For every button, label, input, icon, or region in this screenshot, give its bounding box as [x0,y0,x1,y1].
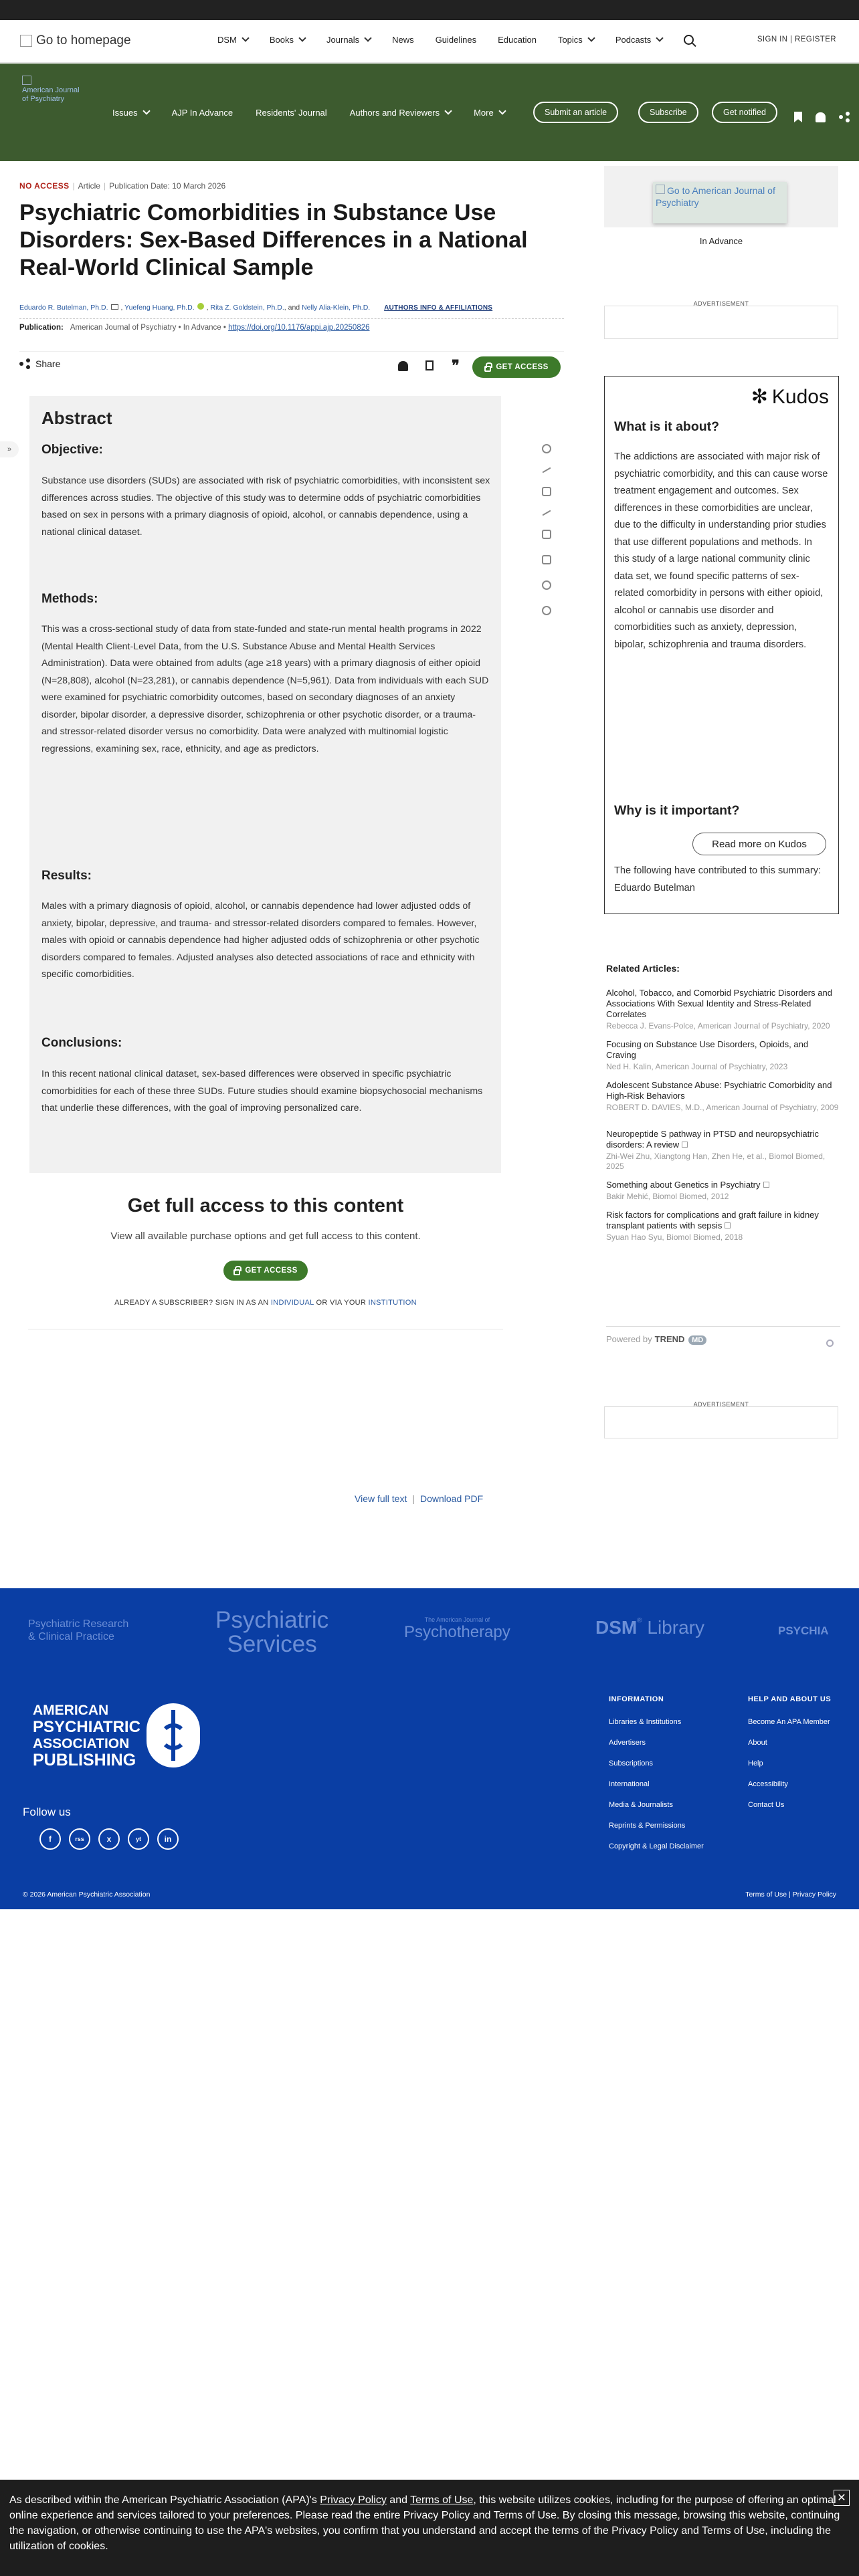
legal-links: Terms of Use | Privacy Policy [745,1891,836,1899]
settings-icon[interactable] [826,1339,834,1347]
cite-icon[interactable]: ❞ [452,357,460,374]
journal-cover-box [604,166,838,227]
abstract-section [29,396,501,1173]
objective-heading: Objective: [41,443,103,457]
footer-information: INFORMATION Libraries & Institutions Advertisers Subscriptions International Media & Journalists Reprints & Permissions Copyright & Legal Disclaimer [609,1695,704,1850]
lock-icon [484,366,491,372]
conclusions-heading: Conclusions: [41,1036,122,1050]
article-tools [539,444,554,631]
menu-residents-journal[interactable]: Residents' Journal [256,108,327,118]
related-articles [606,963,840,1251]
get-access-button[interactable]: GET ACCESS [472,356,561,378]
bookmark-icon[interactable] [425,360,434,370]
journal-logo-link[interactable]: Psychiatric Research & Clinical Practice [28,1618,129,1642]
main-menu [217,35,694,45]
footer-link[interactable]: Help [748,1759,763,1767]
menu-books[interactable]: Books [270,35,305,45]
get-access-button[interactable]: GET ACCESS [223,1261,308,1281]
results-heading: Results: [41,869,92,883]
x-icon[interactable]: x [98,1828,120,1850]
methods-heading: Methods: [41,592,98,606]
kudos-box [604,376,839,914]
link-icon[interactable] [542,510,551,516]
menu-ajp-in-advance[interactable]: AJP In Advance [171,108,233,118]
external-link-icon [725,1222,731,1228]
broken-image-icon [656,185,665,194]
divider [19,318,564,319]
menu-podcasts[interactable]: Podcasts [615,35,662,45]
footer-link[interactable]: International [609,1780,650,1788]
search-icon[interactable] [684,35,694,45]
list-item[interactable]: Alcohol, Tobacco, and Comorbid Psychiatric Disorders and Associations With Sexual Identity and Stress-Related Correlates Rebecca J. Evans-Polce, American Journal of Psychiatry, 2020 [606,988,832,1031]
list-item[interactable]: Risk factors for complications and graft failure in kidney transplant patients with sepsis Syuan Hao Syu, Biomol Biomed, 2018 [606,1210,819,1242]
article-type: Article [78,181,100,191]
subscribe-button[interactable]: Subscribe [638,102,698,123]
footer-link[interactable]: About [748,1739,767,1747]
kudos-star-icon: ✻ [751,386,768,408]
kudos-what-text: The addictions are associated with major risk of psychiatric comorbidity, and this can cause worse treatment engagement and outcomes. Sex differences in these comorbidities are unclear, due to the difficulty in understanding prior studies that use different populations and methods. In this study of a large national community clinic data set, we found specific patterns of sex-related comorbidity in persons with either opioid, alcohol or cannabis use disorder and comorbidities such as anxiety, depression, bipolar, schizophrenia and trauma disorders. [614,451,828,650]
journal-logo-link[interactable]: PSYCHIA [778,1624,829,1637]
view-links: View full text | Download PDF [355,1493,484,1504]
top-strip [0,0,859,20]
author-list: Eduardo R. Butelman, Ph.D. , Yuefeng Huang, Ph.D. , Rita Z. Goldstein, Ph.D., and Nelly Alia-Klein, Ph.D. AUTHORS INFO & AFFILIATIONS [19,304,493,312]
footer-help: HELP AND ABOUT US Become An APA Member About Help Accessibility Contact Us [748,1695,832,1809]
view-full-text-link[interactable]: View full text [355,1493,407,1504]
read-more-kudos-button[interactable]: Read more on Kudos [692,833,826,855]
abstract-heading: Abstract [41,408,112,428]
results-text: Males with a primary diagnosis of opioid, alcohol, or cannabis dependence had lower adjusted odds of anxiety, bipolar, depressive, and trauma- and stressor-related disorders compared to females. However, males with opioid or cannabis dependence had higher adjusted odds of schizophrenia or other psychotic disorders compared to females. Adjusted analyses also detected associations of race and ethnicity with specific comorbidities. [41,901,480,980]
menu-issues[interactable]: Issues [112,108,149,118]
expand-sidebar-icon[interactable]: » [0,441,19,457]
facebook-icon[interactable]: f [39,1828,61,1850]
publication-date: Publication Date: 10 March 2026 [109,181,226,191]
conclusions-text: In this recent national clinical dataset, sex-based differences were observed in specific psychiatric comorbidities for each of these three SUDs. Future studies should examine biopsychosocial mechanisms that underlie these differences, with the goal of improving personalized care. [41,1069,483,1113]
list-item[interactable]: Neuropeptide S pathway in PTSD and neuropsychiatric disorders: A review Zhi-Wei Zhu, Xiangtong Han, Zhen He, et al., Biomol Biomed, 2025 [606,1129,826,1171]
share-row [19,351,564,374]
share-icon [19,358,30,369]
site-footer [0,1588,859,1909]
list-item[interactable]: Adolescent Substance Abuse: Psychiatric Comorbidity and High-Risk Behaviors ROBERT D. DAVIES, M.D., American Journal of Psychiatry, 2009 [606,1080,839,1112]
apa-emblem-icon [147,1703,200,1767]
social-links [39,1828,179,1850]
external-link-icon [682,1142,688,1148]
linkedin-icon[interactable]: in [157,1828,179,1850]
trendmd-credit[interactable]: Powered by TREND MD [606,1334,706,1345]
journal-cover-link[interactable]: Go to American Journal of Psychiatry [653,182,787,223]
institution-signin-link[interactable]: INSTITUTION [368,1299,417,1307]
author-link[interactable]: Eduardo R. Butelman, Ph.D. [19,304,108,312]
ad-slot [604,1406,838,1438]
menu-news[interactable]: News [392,35,414,45]
individual-signin-link[interactable]: INDIVIDUAL [270,1299,314,1307]
get-notified-button[interactable]: Get notified [712,102,777,123]
journal-logo[interactable]: American Journal of Psychiatry [22,76,80,148]
footer-link[interactable]: Become An APA Member [748,1718,830,1726]
journal-menu [112,108,505,118]
figures-icon[interactable] [542,555,551,564]
kudos-logo: ✻ Kudos [751,386,829,408]
apa-publishing-logo[interactable]: AMERICAN PSYCHIATRIC ASSOCIATION PUBLISHING [33,1703,140,1769]
journal-logo-link[interactable]: The American Journal of Psychotherapy [404,1616,510,1641]
cookie-banner: As described within the American Psychiatric Association (APA)'s Privacy Policy and Terms of Use, this website utilizes cookies, including for the purpose of offering an optimal online experience and services tailored to your preferences. Please read the entire Privacy Policy and Terms of Use. By closing this message, browsing this website, continuing the navigation, or otherwise continuing to use the APA's websites, you confirm that you understand and accept the terms of the Privacy Policy and Terms of Use, including the utilization of cookies. [0,2480,859,2576]
download-pdf-link[interactable]: Download PDF [419,1493,484,1504]
author-link[interactable]: Yuefeng Huang, Ph.D. [124,304,195,312]
bell-icon[interactable] [816,112,826,122]
doi-link[interactable]: https://doi.org/10.1176/appi.ajp.20250826 [228,324,370,332]
full-access-title: Get full access to this content [127,1195,404,1216]
kudos-why-heading: Why is it important? [614,803,740,818]
follow-us-label: Follow us [23,1806,71,1818]
submit-article-button[interactable]: Submit an article [533,102,618,123]
metrics-icon[interactable] [542,467,551,473]
copyright: © 2026 American Psychiatric Association [23,1891,151,1899]
menu-more[interactable]: More [474,108,505,118]
article-title: Psychiatric Comorbidities in Substance Use Disorders: Sex-Based Differences in a National Real-World Clinical Sample [19,200,528,280]
registered-icon: ® [637,1617,642,1624]
ad-slot [604,306,838,339]
info-icon[interactable] [542,444,551,453]
menu-topics[interactable]: Topics [558,35,594,45]
privacy-policy-link[interactable]: Privacy Policy [320,2494,387,2506]
terms-link[interactable]: Terms of Use [745,1891,787,1899]
broken-image-icon [22,76,31,85]
footer-link[interactable]: Contact Us [748,1801,785,1809]
terms-of-use-link[interactable]: Terms of Use [410,2494,474,2506]
close-cookie-button[interactable]: ✕ [834,2490,850,2506]
journal-logo-link[interactable]: DSM® Library [595,1617,704,1638]
serpent-icon [160,1723,187,1750]
kudos-contributors: The following have contributed to this summary: Eduardo Butelman [614,865,822,893]
signin-register-link[interactable]: SIGN IN | REGISTER [757,35,836,43]
share-button[interactable]: Share [19,358,60,369]
menu-education[interactable]: Education [498,35,537,45]
menu-authors-reviewers[interactable]: Authors and Reviewers [350,108,451,118]
lock-icon [233,1269,240,1275]
citation-icon[interactable] [542,580,551,590]
author-link[interactable]: Nelly Alia-Klein, Ph.D. [302,304,371,312]
footer-link[interactable]: Reprints & Permissions [609,1822,686,1830]
methods-text: This was a cross-sectional study of data from state-funded and state-run mental health programs in 2022 (Mental Health Client-Level Data, from the U.S. Substance Abuse and Mental Health Services Administration). Data were obtained from adults (age ≥18 years) with a primary diagnosis of either opioid (N=28,808), alcohol (N=23,281), or cannabis dependence (N=5,961). Data from individuals with each SUD were examined for psychiatric comorbidity outcomes, based on secondary diagnoses of an anxiety disorder, bipolar disorder, a depressive disorder, schizophrenia or other psychotic disorder, or a trauma- and stressor-related disorder versus no comorbidity. Data were analyzed with multinomial logistic regressions, examining sex, race, ethnicity, and age as predictors. [41,624,489,754]
orcid-icon[interactable] [197,303,204,310]
objective-text: Substance use disorders (SUDs) are associated with risk of psychiatric comorbidities, with inconsistent sex differences across studies. The objective of this study was to determine odds of psychiatric comorbidities based on sex in persons with a primary diagnosis of opioid, alcohol, or cannabis dependence, using a national clinical dataset. [41,475,490,538]
privacy-link[interactable]: Privacy Policy [792,1891,836,1899]
publication-row: Publication: American Journal of Psychiatry • In Advance • https://doi.org/10.1176/appi.ajp.20250826 [19,324,370,332]
footer-link[interactable]: Media & Journalists [609,1801,673,1809]
ad-label: ADVERTISEMENT [693,300,749,307]
journal-nav [0,64,859,161]
journal-logo-link[interactable]: Psychiatric Services [215,1607,329,1657]
author-link[interactable]: Rita Z. Goldstein, Ph.D. [210,304,284,312]
in-advance-label: In Advance [699,236,743,246]
pdf-icon[interactable] [542,530,551,539]
mail-icon[interactable] [111,304,118,310]
authors-info-link[interactable]: AUTHORS INFO & AFFILIATIONS [384,304,493,312]
journal-actions [794,112,850,122]
footer-link[interactable]: Copyright & Legal Disclaimer [609,1842,704,1850]
kudos-what-heading: What is it about? [614,419,720,434]
broken-image-icon [20,35,32,47]
youtube-icon[interactable]: yt [128,1828,149,1850]
access-badge: NO ACCESS [19,181,70,191]
menu-guidelines[interactable]: Guidelines [435,35,477,45]
subscriber-signin: ALREADY A SUBSCRIBER? SIGN IN AS AN INDIVIDUAL OR VIA YOUR INSTITUTION [114,1299,417,1307]
menu-journals[interactable]: Journals [326,35,371,45]
list-item[interactable]: Something about Genetics in Psychiatry Bakir Mehić, Biomol Biomed, 2012 [606,1180,840,1202]
full-access-subtitle: View all available purchase options and get full access to this content. [110,1230,421,1242]
rss-icon[interactable]: rss [69,1828,90,1850]
ad-label: ADVERTISEMENT [693,1401,749,1408]
related-heading: Related Articles: [606,963,680,974]
bookmark-icon[interactable] [794,112,802,122]
share-icon[interactable] [542,606,551,615]
article-meta: NO ACCESS | Article | Publication Date: 10 March 2026 [19,181,226,191]
footer-link[interactable]: Accessibility [748,1780,788,1788]
divider [606,1326,840,1327]
list-item[interactable]: Focusing on Substance Use Disorders, Opioids, and Craving Ned H. Kalin, American Journal of Psychiatry, 2023 [606,1039,809,1071]
footer-link[interactable]: Subscriptions [609,1759,654,1767]
lock-icon[interactable] [542,487,551,496]
footer-link[interactable]: Libraries & Institutions [609,1718,682,1726]
homepage-link[interactable]: Go to homepage [20,33,131,48]
external-link-icon [763,1182,769,1188]
footer-link[interactable]: Advertisers [609,1739,646,1747]
top-nav [0,20,859,63]
bell-icon[interactable] [398,361,408,371]
menu-dsm[interactable]: DSM [217,35,248,45]
share-icon[interactable] [839,112,850,122]
